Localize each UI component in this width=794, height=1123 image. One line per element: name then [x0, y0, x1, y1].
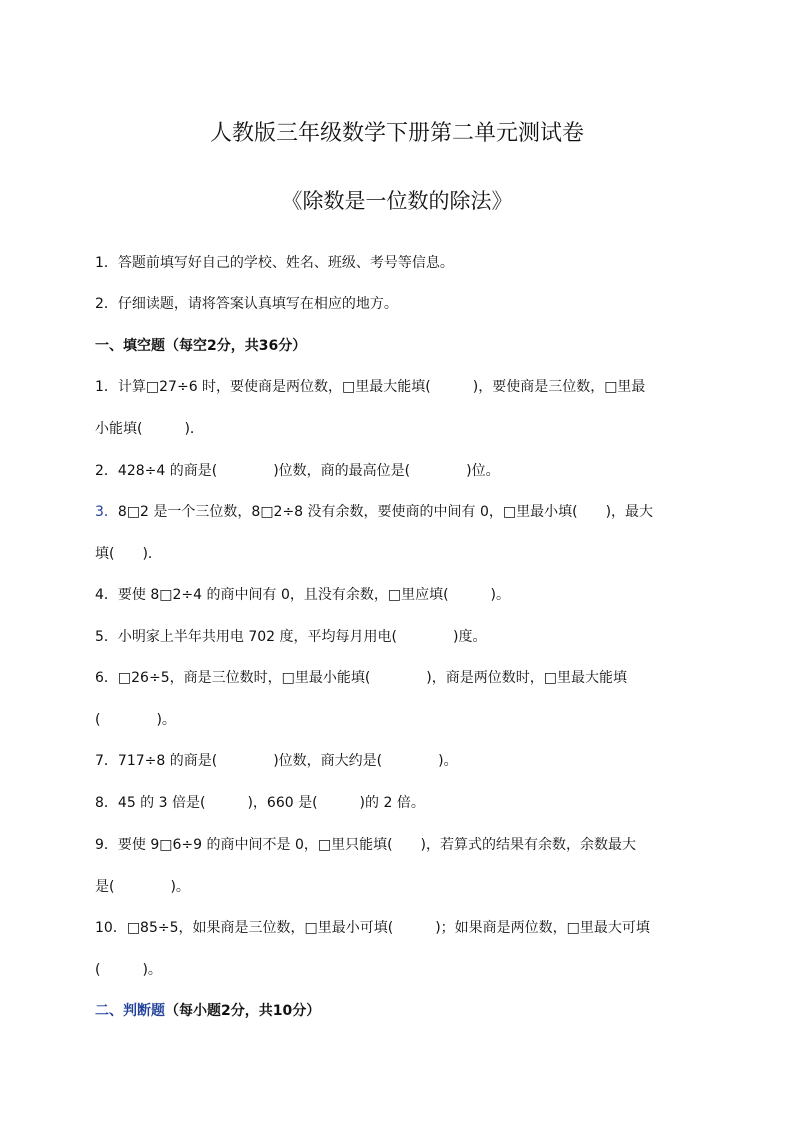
- question-number: 3．: [95, 504, 118, 520]
- question-1-line-2: 小能填( )．: [95, 421, 204, 437]
- question-3-line-2: 填( )．: [95, 546, 162, 562]
- question-text: 要使 8□2÷4 的商中间有 0，且没有余数，□里应填( )。: [117, 587, 511, 603]
- question-text: 8□2 是一个三位数，8□2÷8 没有余数，要使商的中间有 0，□里最小填( )，最大: [117, 504, 654, 520]
- question-text: □85÷5，如果商是三位数，□里最小可填( )；如果商是两位数，□里最大可填: [126, 920, 650, 936]
- question-text: 717÷8 的商是( )位数，商大约是( )。: [117, 753, 458, 769]
- question-5: [95, 627, 705, 647]
- question-number: 2．: [95, 463, 118, 479]
- question-number: 5．: [95, 629, 118, 645]
- question-3-line-1: [95, 502, 705, 522]
- question-number: 7．: [95, 753, 118, 769]
- question-text: □26÷5，商是三位数时，□里最小能填( )，商是两位数时，□里最大能填: [117, 670, 627, 686]
- question-10-line-2: ( )。: [95, 962, 162, 978]
- question-number: 9．: [95, 837, 118, 853]
- question-text: 45 的 3 倍是( )，660 是( )的 2 倍。: [117, 795, 425, 811]
- question-number: 4．: [95, 587, 118, 603]
- question-number: 1．: [95, 379, 118, 395]
- question-8: [95, 793, 705, 813]
- section-1-heading: 一、填空题（每空2分，共36分）: [95, 338, 307, 354]
- question-text: 要使 9□6÷9 的商中间不是 0，□里只能填( )，若算式的结果有余数，余数最大: [117, 837, 637, 853]
- instruction-1: 1．答题前填写好自己的学校、姓名、班级、考号等信息。: [95, 255, 454, 271]
- question-6-line-2: ( )。: [95, 712, 176, 728]
- question-10-line-1: [95, 918, 705, 938]
- page-subtitle: 《除数是一位数的除法》: [281, 189, 513, 213]
- page-title: 人教版三年级数学下册第二单元测试卷: [209, 121, 584, 146]
- question-text: 428÷4 的商是( )位数，商的最高位是( )位。: [117, 463, 500, 479]
- question-number: 6．: [95, 670, 118, 686]
- question-6-line-1: [95, 668, 705, 688]
- section-2-title: 判断题: [123, 1003, 165, 1019]
- question-1-line-1: [95, 377, 705, 397]
- question-9-line-1: [95, 835, 705, 855]
- question-7: [95, 751, 705, 771]
- section-2-heading: [95, 1001, 705, 1021]
- question-number: 8．: [95, 795, 118, 811]
- question-9-line-2: 是( )。: [95, 879, 190, 895]
- instruction-2: 2．仔细读题，请将答案认真填写在相应的地方。: [95, 296, 398, 312]
- question-number: 10．: [95, 920, 127, 936]
- question-text: 计算□27÷6 时，要使商是两位数，□里最大能填( )，要使商是三位数，□里最: [117, 379, 646, 395]
- section-2-scoring: （每小题2分，共10分）: [165, 1003, 321, 1019]
- question-text: 小明家上半年共用电 702 度，平均每月用电( )度。: [117, 629, 487, 645]
- section-2-prefix: 二、: [95, 1003, 123, 1019]
- question-2: [95, 461, 705, 481]
- question-4: [95, 585, 705, 605]
